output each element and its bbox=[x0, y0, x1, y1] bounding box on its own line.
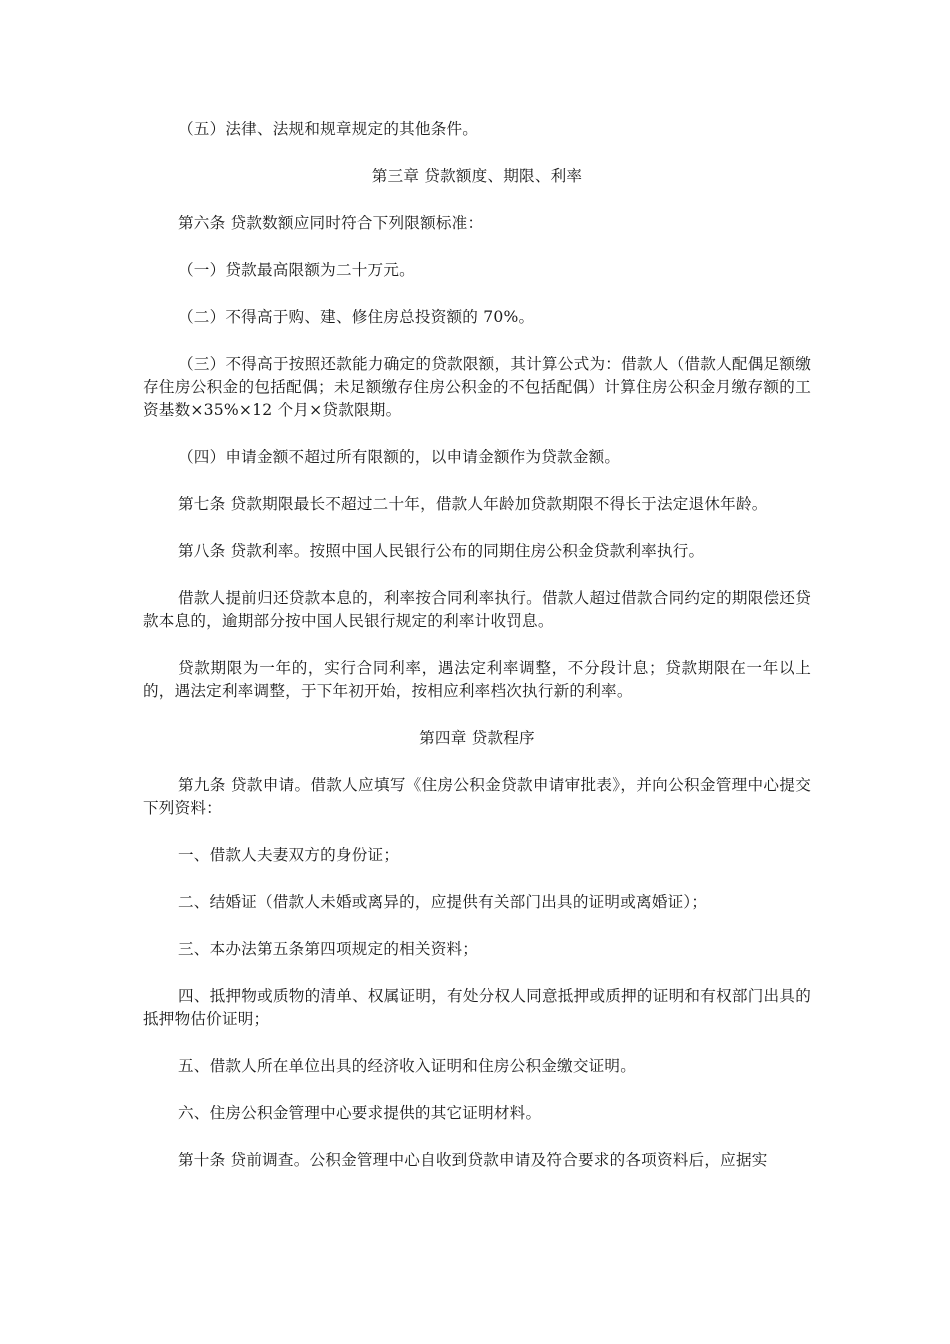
paragraph: 第十条 贷前调查。公积金管理中心自收到贷款申请及符合要求的各项资料后，应据实 bbox=[178, 1151, 768, 1169]
paragraph: 第九条 贷款申请。借款人应填写《住房公积金贷款申请审批表》，并向公积金管理中心提交下列资料： bbox=[143, 776, 811, 817]
chapter-heading: 第四章 贷款程序 bbox=[419, 729, 535, 747]
paragraph: 第六条 贷款数额应同时符合下列限额标准： bbox=[178, 214, 484, 232]
paragraph: 第七条 贷款期限最长不超过二十年，借款人年龄加贷款期限不得长于法定退休年龄。 bbox=[178, 495, 768, 513]
paragraph: 三、本办法第五条第四项规定的相关资料； bbox=[178, 940, 479, 958]
paragraph: 第八条 贷款利率。按照中国人民银行公布的同期住房公积金贷款利率执行。 bbox=[178, 542, 705, 560]
paragraph: （三）不得高于按照还款能力确定的贷款限额，其计算公式为：借款人（借款人配偶足额缴存住房公积金的包括配偶；未足额缴存住房公积金的不包括配偶）计算住房公积金月缴存额的工资基数×35%×12 个月×贷款限期。 bbox=[143, 355, 811, 419]
paragraph: （二）不得高于购、建、修住房总投资额的 70%。 bbox=[178, 308, 535, 326]
paragraph: 六、住房公积金管理中心要求提供的其它证明材料。 bbox=[178, 1104, 542, 1122]
paragraph: 贷款期限为一年的，实行合同利率，遇法定利率调整，不分段计息；贷款期限在一年以上的，遇法定利率调整，于下年初开始，按相应利率档次执行新的利率。 bbox=[143, 659, 811, 700]
paragraph: （一）贷款最高限额为二十万元。 bbox=[178, 261, 415, 279]
paragraph: （五）法律、法规和规章规定的其他条件。 bbox=[178, 120, 479, 138]
document-page bbox=[143, 118, 811, 1196]
chapter-heading: 第三章 贷款额度、期限、利率 bbox=[371, 167, 583, 185]
paragraph: 二、结婚证（借款人未婚或离异的，应提供有关部门出具的证明或离婚证）； bbox=[178, 893, 708, 911]
paragraph: 借款人提前归还贷款本息的，利率按合同利率执行。借款人超过借款合同约定的期限偿还贷款本息的，逾期部分按中国人民银行规定的利率计收罚息。 bbox=[143, 589, 811, 630]
paragraph: 五、借款人所在单位出具的经济收入证明和住房公积金缴交证明。 bbox=[178, 1057, 637, 1075]
paragraph: 一、借款人夫妻双方的身份证； bbox=[178, 846, 400, 864]
paragraph: 四、抵押物或质物的清单、权属证明，有处分权人同意抵押或质押的证明和有权部门出具的抵押物估价证明； bbox=[143, 987, 811, 1028]
paragraph: （四）申请金额不超过所有限额的，以申请金额作为贷款金额。 bbox=[178, 448, 621, 466]
